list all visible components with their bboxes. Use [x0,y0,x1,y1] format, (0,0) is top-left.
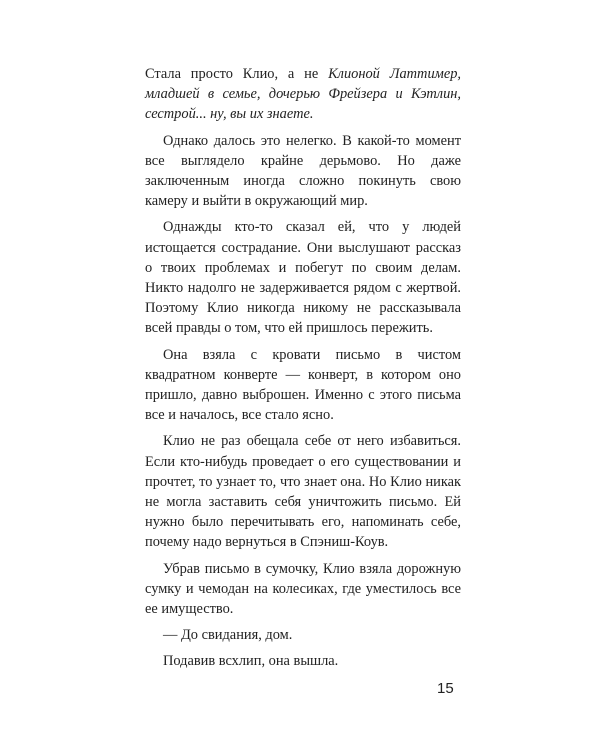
paragraph-8-text: Подавив всхлип, она вышла. [163,653,339,670]
page-number: 15 [437,680,454,697]
paragraph-4 [145,345,461,426]
paragraph-3 [145,217,461,338]
paragraph-5 [145,431,461,552]
paragraph-7-dialogue [145,625,461,645]
body-text [145,64,461,678]
paragraph-3-text: Однажды кто-то сказал ей, что у людей истощается сострадание. Они выслушают рассказ о твоих проблемах и побегут по своим делам. Никто надолго не задерживается рядом с жертвой. Поэтому Клио никогда никому не рассказывала всей правды о том, что ей пришлось пережить. [145,219,461,337]
paragraph-8 [145,651,461,671]
paragraph-6-text: Убрав письмо в сумочку, Клио взяла дорожную сумку и чемодан на колесиках, где уместилось все ее имущество. [145,560,461,618]
paragraph-7-text: — До свидания, дом. [163,627,293,644]
paragraph-6 [145,559,461,620]
paragraph-1 [145,64,461,125]
paragraph-1-italic-text: Клионой Латтимер, младшей в семье, дочерью Фрейзера и Кэтлин, сестрой... ну, вы их знаете. [145,66,461,123]
paragraph-1-text: Стала просто Клио, а не [145,66,329,82]
paragraph-2-text: Однако далось это нелегко. В какой-то момент все выглядело крайне дерьмово. Но даже заключенным иногда сложно покинуть свою камеру и выйти в окружающий мир. [145,132,461,210]
paragraph-4-text: Она взяла с кровати письмо в чистом квадратном конверте — конверт, в котором оно пришло, давно выброшен. Именно с этого письма все и началось, все стало ясно. [145,346,461,424]
paragraph-2 [145,131,461,212]
paragraph-5-text: Клио не раз обещала себе от него избавиться. Если кто-нибудь проведает о его существовании и прочтет, то узнает то, что знает она. Но Клио никак не могла заставить себя уничтожить письмо. Ей нужно было перечитывать его, напоминать себе, почему надо вернуться в Спэниш-Коув. [145,433,461,551]
